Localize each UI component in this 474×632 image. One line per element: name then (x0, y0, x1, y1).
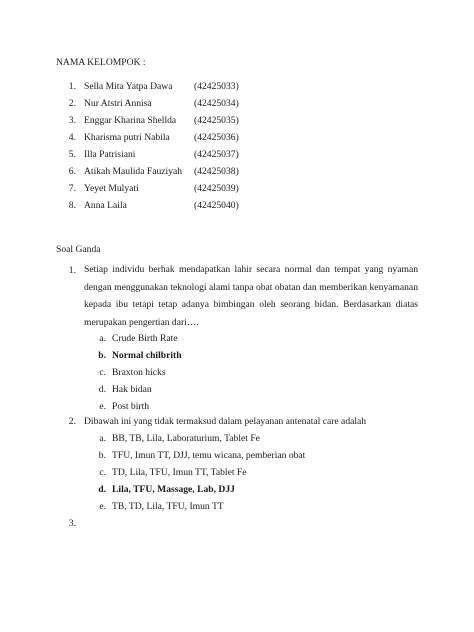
member-number: 6. (68, 166, 76, 177)
member-name: Nur Atstri Annisa (84, 98, 152, 109)
question-number: 2. (68, 416, 76, 427)
option-letter: b. (98, 450, 106, 461)
option-text: Crude Birth Rate (112, 333, 178, 344)
option-text: TB, TD, Lila, TFU, Imun TT (112, 501, 224, 512)
member-name: Yeyet Mulyati (84, 183, 139, 194)
member-number: 5. (68, 149, 76, 160)
member-number: 3. (68, 115, 76, 126)
member-number: 4. (68, 132, 76, 143)
member-id: (42425038) (194, 166, 239, 177)
member-id: (42425035) (194, 115, 239, 126)
member-id: (42425036) (194, 132, 239, 143)
option-text: Post birth (112, 401, 150, 412)
member-id: (42425040) (194, 200, 239, 211)
member-number: 2. (68, 98, 76, 109)
member-name: Illa Patrisiani (84, 149, 136, 160)
member-name: Anna Laila (84, 200, 127, 211)
option-text: TD, Lila, TFU, Imun TT, Tablet Fe (112, 467, 247, 478)
option-text: Lila, TFU, Massage, Lab, DJJ (112, 484, 235, 495)
option-text: Normal chilbrith (112, 350, 182, 361)
option-letter: a. (99, 433, 106, 444)
member-id: (42425034) (194, 98, 239, 109)
option-letter: e. (99, 501, 106, 512)
section-title: Soal Ganda (56, 244, 101, 255)
option-text: BB, TB, Lila, Laboraturium, Tablet Fe (112, 433, 260, 444)
option-letter: c. (99, 467, 106, 478)
question-number: 1. (68, 265, 76, 276)
option-letter: e. (99, 401, 106, 412)
option-letter: a. (99, 333, 106, 344)
member-name: Atikah Maulida Fauziyah (84, 166, 183, 177)
member-number: 1. (68, 81, 76, 92)
question-number: 3. (68, 518, 76, 529)
question-text: Setiap individu berhak mendapatkan lahir secara normal dan tempat yang nyaman dengan menggunakan teknologi alami tanpa obat obatan dan memberikan kenyamanan kepada ibu tetapi tetap adanya bimbingan oleh seorang bidan. Berdasarkan diatas merupakan pengertian dari…. (84, 264, 418, 328)
member-name: Enggar Kharina Shellda (84, 115, 177, 126)
option-letter: d. (98, 484, 106, 495)
member-name: Sella Mita Yatpa Dawa (84, 81, 173, 92)
option-text: TFU, Imun TT, DJJ, temu wicana, pemberian obat (112, 450, 306, 461)
member-number: 7. (68, 183, 76, 194)
option-letter: b. (98, 350, 106, 361)
member-id: (42425039) (194, 183, 239, 194)
option-letter: d. (98, 384, 106, 395)
group-header: NAMA KELOMPOK : (56, 57, 146, 68)
member-id: (42425033) (194, 81, 239, 92)
member-number: 8. (68, 200, 76, 211)
member-name: Kharisma putri Nabila (84, 132, 170, 143)
question-text: Dibawah ini yang tidak termaksud dalam pelayanan antenatal care adalah (84, 416, 367, 427)
option-text: Hak bidan (112, 384, 152, 395)
member-id: (42425037) (194, 149, 239, 160)
option-text: Braxton hicks (112, 367, 166, 378)
option-letter: c. (99, 367, 106, 378)
